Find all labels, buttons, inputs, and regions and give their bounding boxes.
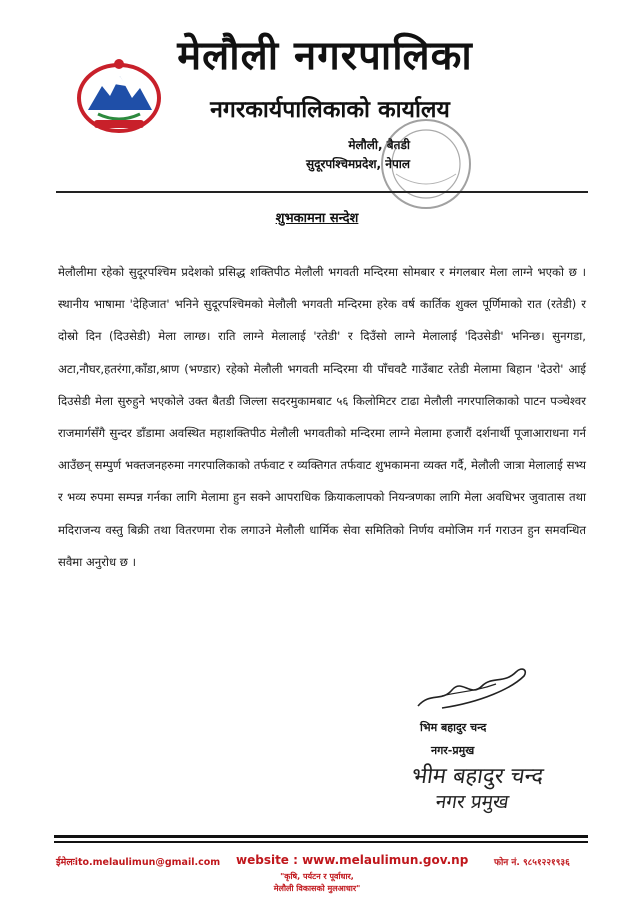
address-line-1: मेलौली, बैतडी [348,138,410,152]
footer-divider-thick [54,835,588,838]
footer-slogan-line-2: मेलौली विकासको मुलआधार" [273,884,361,893]
signature-icon [412,662,532,714]
stamp-name: भीम बहादुर चन्द [410,764,545,789]
nepal-emblem-icon [74,56,164,134]
header-divider [56,191,588,193]
signatory-name: भिम बहादुर चन्द [420,721,487,734]
municipality-name: मेलौली नगरपालिका [177,33,473,79]
letter-body: मेलौलीमा रहेको सुदूरपश्चिम प्रदेशको प्रसिद्ध शक्तिपीठ मेलौली भगवती मन्दिरमा सोमबार र मंगलबार मेला लाग्ने भएको छ । स्थानीय भाषामा 'देहिजात' भनिने सुदूरपश्चिमको मेलौली भगवती मन्दिरमा हरेक वर्ष कार्तिक शुक्ल पूर्णिमाको रात (रतेडी) र दोस्रो दिन (दिउसेडी) मेला लाग्छ। राति लाग्ने मेलालाई 'रतेडी' र दिउँसो लाग्ने मेलालाई 'दिउसेडी' भनिन्छ। सुनगडा, अटा,नौघर,हतरंगा,काँडा,श्राण (भण्डार) रहेको मेलौली भगवती मन्दिरमा यी पाँचवटै गाउँबाट रतेडी मेलामा बिहान 'देउरो' आई दिउसेडी मेला सुरुहुने भएकोले उक्त बैतडी जिल्ला सदरमुकामबाट ५६ किलोमिटर टाढा मेलौली नगरपालिकाको पाटन पञ्चेश्वर राजमार्गसँगै सुन्दर डाँडामा अवस्थित महाशक्तिपीठ मेलौली भगवतीको मन्दिरमा लाग्ने मेलामा हजारौं दर्शनार्थी पूजाआराधना गर्न आउँछन् सम्पुर्ण भक्तजनहरुमा नगरपालिकाको तर्फवाट र व्यक्तिगत तर्फवाट शुभकामना व्यक्त गर्दै, मेलौली जात्रा मेलालाई सभ्य र भव्य रुपमा सम्पन्न गर्नका लागि मेलामा हुन सक्ने आपराधिक क्रियाकलापको नियन्त्रणका लागि मेला अवधिभर जुवातास तथा मदिराजन्य वस्तु बिक्री तथा वितरणमा रोक लगाउने मेलौली धार्मिक सेवा समितिको निर्णय वमोजिम गर्न गराउन हुन समवन्धित सवैमा अनुरोध छ । [58,265,586,569]
office-name: नगरकार्यपालिकाको कार्यालय [210,97,450,123]
footer-slogan-line-1: "कृषि, पर्यटन र पूर्वाधार, [280,872,354,881]
footer-phone: फोन नं. ९८५१२२१९३६ [494,858,570,868]
footer-email[interactable]: ईमेलःito.melaulimun@gmail.com [56,857,221,868]
office-seal-icon [376,114,476,214]
address-line-2: सुदूरपश्चिमप्रदेश, नेपाल [305,157,410,171]
signatory-title: नगर-प्रमुख [431,744,475,757]
footer-divider-thin [54,841,588,843]
letter-subject: शुभकामना सन्देश [275,211,359,226]
stamp-title: नगर प्रमुख [434,791,511,813]
footer-website[interactable]: website : www.melaulimun.gov.np [236,853,469,867]
